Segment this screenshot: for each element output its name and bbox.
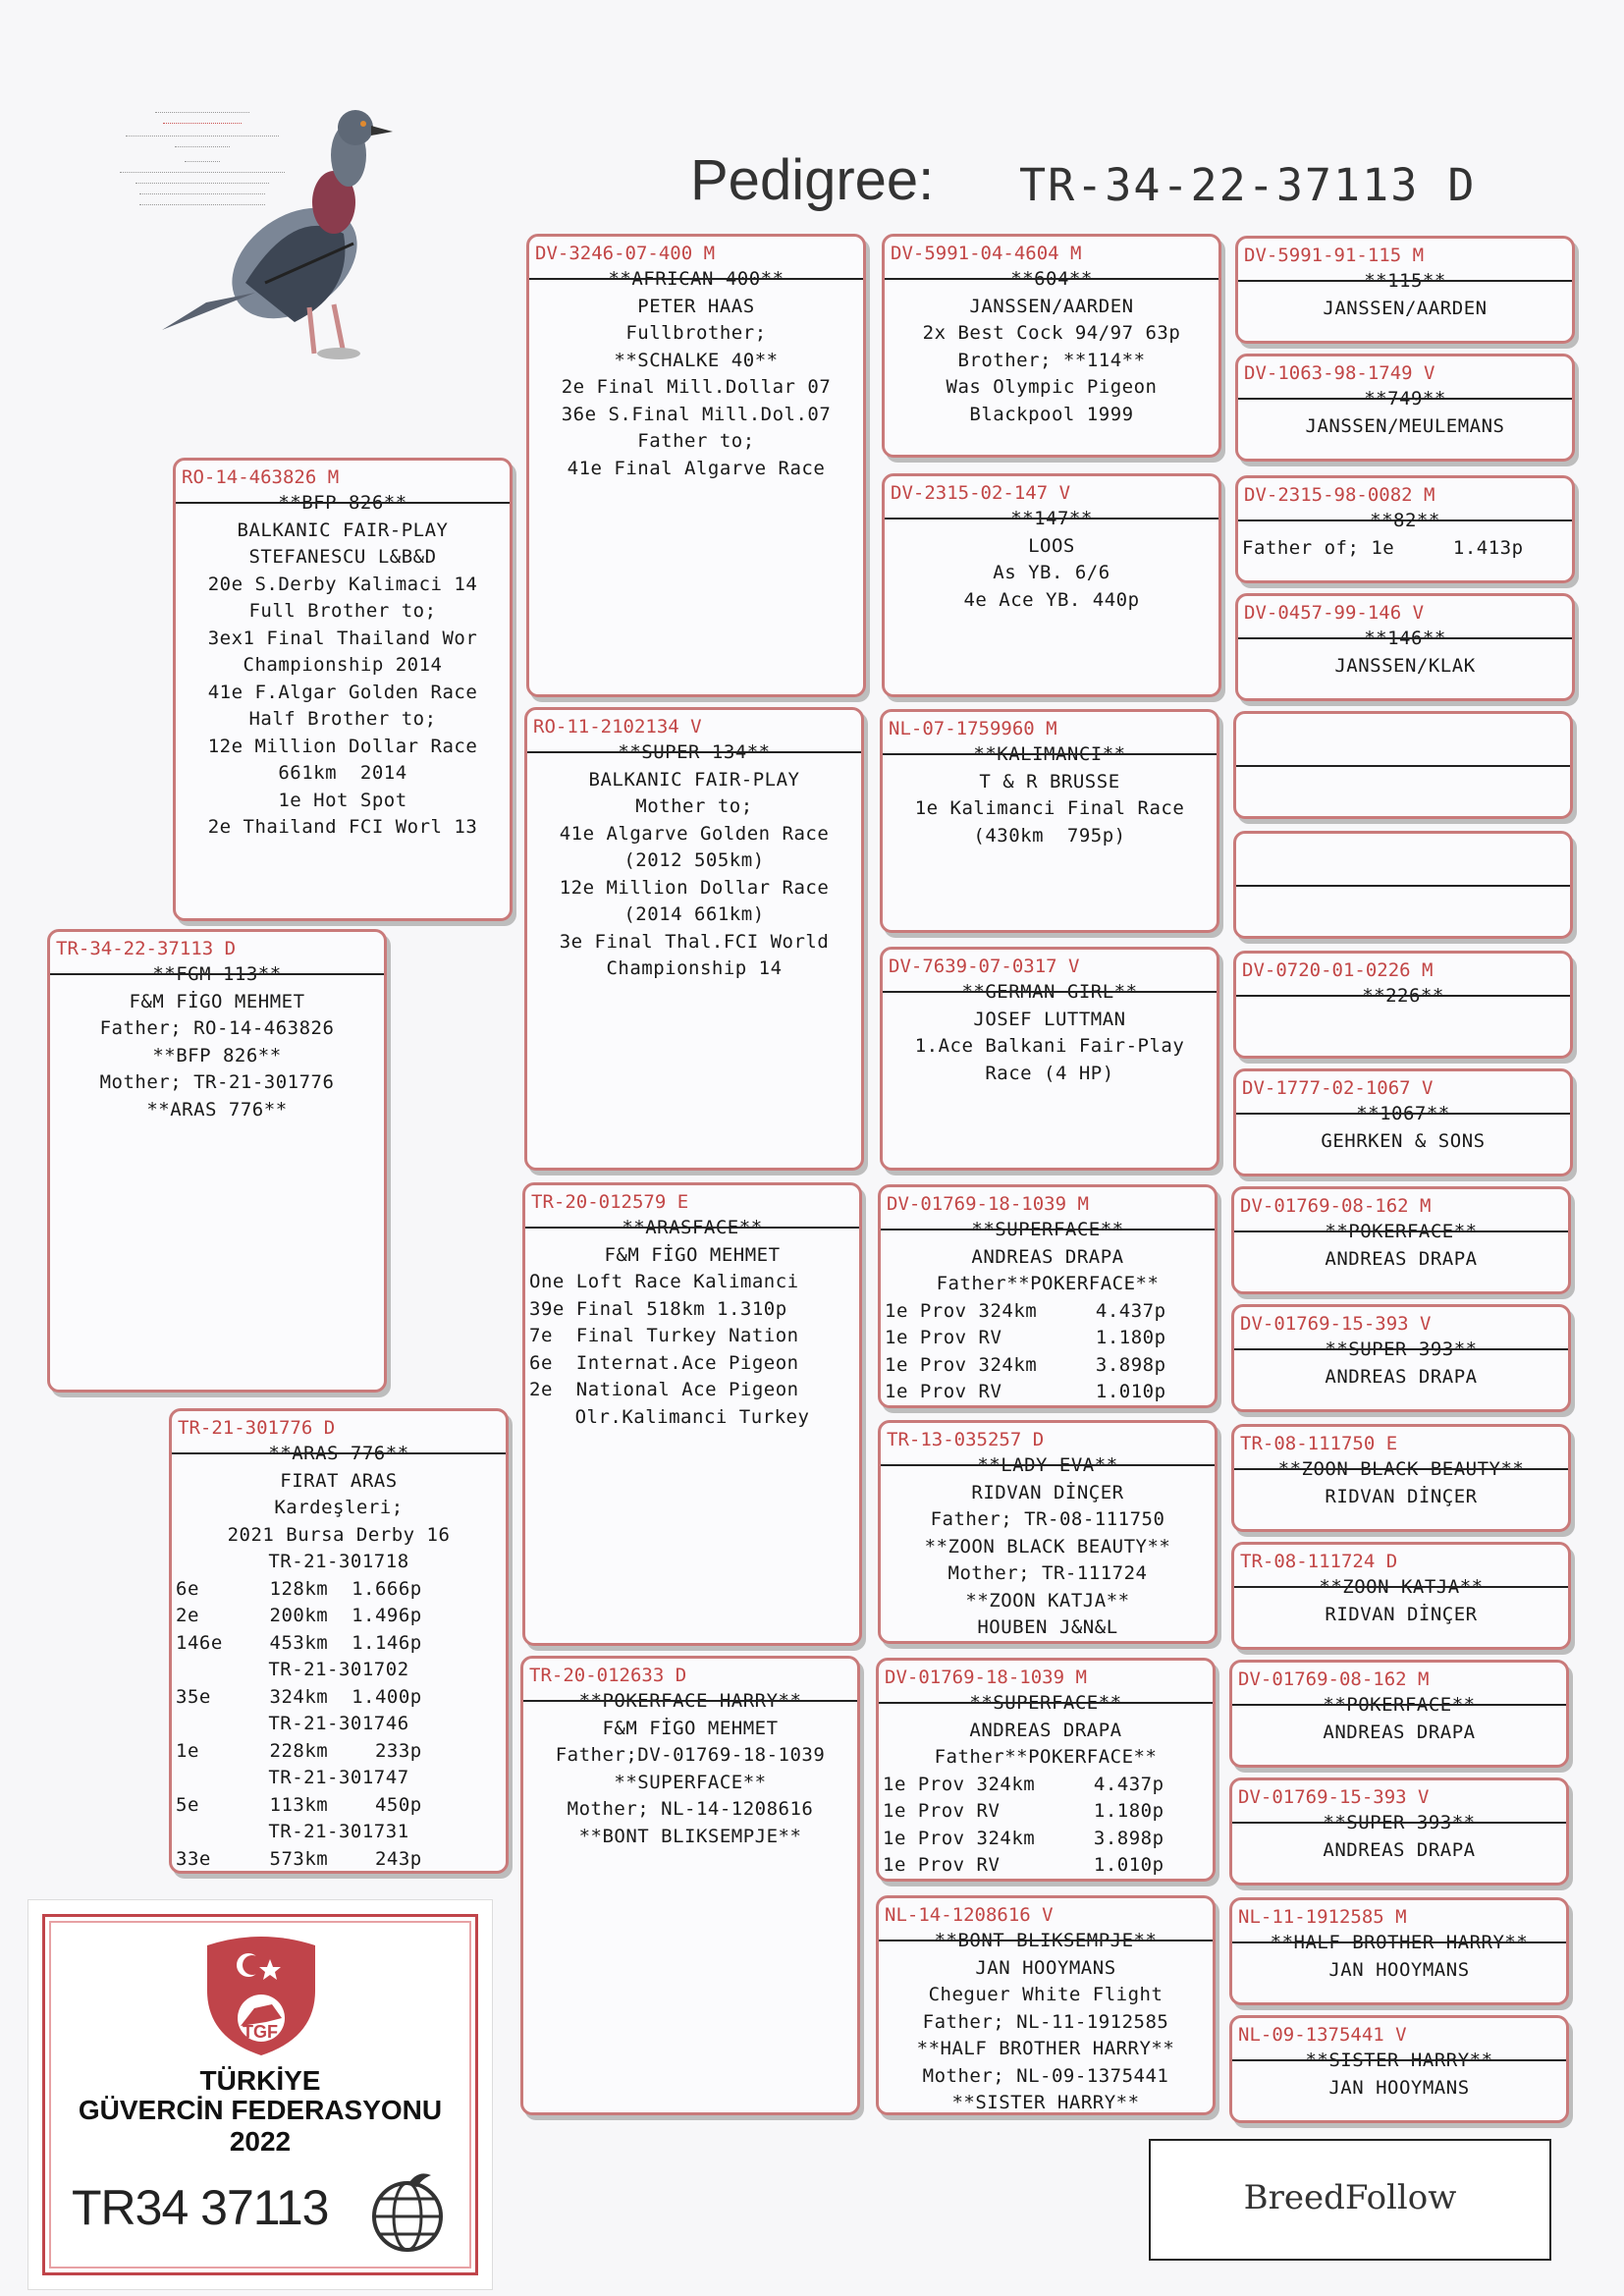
pigeon-card-g4-11 [1231, 1424, 1571, 1532]
info-line: BALKANIC FAIR-PLAY [237, 519, 449, 541]
info-line: Championship 14 [606, 957, 783, 979]
ring-number: DV-2315-02-147 V [891, 482, 1071, 504]
info-line: 35e 324km 1.400p [176, 1685, 422, 1708]
info-line: 3e Final Thal.FCI World [559, 930, 830, 953]
pigeon-name: **HALF BROTHER HARRY** [1270, 1932, 1529, 1953]
info-line: HOUBEN J&N&L [977, 1616, 1118, 1638]
info-line: 20e S.Derby Kalimaci 14 [207, 573, 478, 595]
info-line: Full Brother to; [248, 600, 437, 622]
pigeon-card-sire-dam [524, 707, 864, 1171]
info-line: F&M FİGO MEHMET [129, 990, 305, 1012]
info-line: STEFANESCU L&B&D [248, 546, 437, 568]
info-line: 1e Prov RV 1.180p [885, 1327, 1166, 1348]
info-line: Father; RO-14-463826 [99, 1017, 335, 1039]
pigeon-name: **FGM 113** [152, 963, 282, 985]
info-line: TR-21-301747 [268, 1767, 409, 1788]
info-line: Father; TR-08-111750 [930, 1508, 1165, 1530]
info-line: RIDVAN DİNÇER [1325, 1485, 1478, 1507]
info-line: Father; NL-11-1912585 [922, 2010, 1169, 2033]
ring-number: NL-11-1912585 M [1238, 1906, 1407, 1928]
ring-number: NL-09-1375441 V [1238, 2024, 1407, 2046]
ring-number: TR-20-012579 E [531, 1191, 689, 1213]
info-line: **ZOON BLACK BEAUTY** [924, 1535, 1171, 1558]
info-line: Mother to; [635, 795, 753, 817]
info-line: 1e Prov 324km 4.437p [883, 1773, 1164, 1795]
ring-number: TR-34-22-37113 D [56, 938, 237, 959]
info-line: 1e Kalimanci Final Race [914, 797, 1185, 819]
ring-number: RO-11-2102134 V [533, 716, 702, 738]
pigeon-name: **KALIMANCI** [973, 743, 1126, 765]
ring-number: DV-01769-18-1039 M [887, 1193, 1089, 1215]
info-line: PETER HAAS [637, 295, 755, 317]
info-line: Championship 2014 [243, 654, 443, 676]
federation-name-line1: TÜRKİYE [199, 2065, 321, 2096]
info-line: TR-21-301746 [268, 1713, 409, 1734]
info-line: Fullbrother; [625, 322, 767, 344]
info-line: **ARAS 776** [146, 1098, 288, 1121]
pigeon-card-sds [880, 709, 1219, 933]
info-line: 6e 128km 1.666p [176, 1577, 422, 1600]
pigeon-card-sire [173, 458, 513, 921]
info-line: ANDREAS DRAPA [1325, 1247, 1478, 1270]
info-line: Was Olympic Pigeon [946, 376, 1158, 398]
ring-number: DV-7639-07-0317 V [889, 956, 1080, 977]
ring-number: DV-01769-18-1039 M [885, 1667, 1087, 1688]
info-line: Mother; NL-09-1375441 [922, 2064, 1169, 2087]
pigeon-name: **749** [1364, 388, 1446, 410]
info-line: RIDVAN DİNÇER [1325, 1603, 1478, 1625]
ring-number: DV-01769-15-393 V [1238, 1786, 1430, 1808]
info-line: Mother; NL-14-1208616 [567, 1798, 814, 1820]
pigeon-card-dss [878, 1184, 1218, 1408]
pigeon-card-g4-6-empty [1233, 831, 1573, 939]
ring-number: TR-08-111724 D [1240, 1551, 1398, 1572]
info-line: ANDREAS DRAPA [1323, 1721, 1476, 1743]
pigeon-card-g4-1 [1235, 236, 1575, 344]
info-line: JANSSEN/MEULEMANS [1305, 414, 1505, 437]
pigeon-name: **146** [1364, 628, 1446, 649]
info-line: 2e Final Mill.Dollar 07 [561, 376, 832, 398]
ring-number: TR-13-035257 D [887, 1429, 1045, 1450]
pigeon-card-g4-3 [1235, 475, 1575, 583]
federation-year: 2022 [229, 2126, 292, 2157]
federation-ring-number: TR34 37113 [72, 2180, 329, 2235]
ring-number: NL-14-1208616 V [885, 1904, 1054, 1926]
pigeon-card-g4-13 [1229, 1660, 1569, 1768]
info-line: Father**POKERFACE** [936, 1273, 1160, 1294]
info-line: (2014 661km) [623, 903, 765, 925]
pigeon-name: **ARASFACE** [622, 1217, 763, 1238]
pigeon-name: **SUPER 393** [1323, 1812, 1476, 1833]
pedigree-ring-number: TR-34-22-37113 D [1019, 159, 1477, 211]
ring-number: NL-07-1759960 M [889, 718, 1057, 739]
info-line: JOSEF LUTTMAN [973, 1008, 1126, 1030]
info-line: ANDREAS DRAPA [1325, 1365, 1478, 1388]
pigeon-name: **ARAS 776** [268, 1443, 409, 1464]
info-line: T & R BRUSSE [979, 770, 1120, 793]
federation-name-line2: GÜVERCİN FEDERASYONU [78, 2095, 443, 2125]
ring-number: DV-3246-07-400 M [535, 243, 716, 264]
federation-logo-text: TGF [243, 2022, 278, 2042]
pigeon-name: **1067** [1356, 1103, 1450, 1124]
info-line: Race (4 HP) [985, 1062, 1114, 1084]
info-line: 2e 200km 1.496p [176, 1605, 422, 1626]
ring-number: DV-5991-04-4604 M [891, 243, 1082, 264]
info-line: Father;DV-01769-18-1039 [555, 1744, 826, 1766]
pigeon-name: **LADY EVA** [977, 1454, 1118, 1476]
info-line: Mother; TR-21-301776 [99, 1071, 335, 1093]
pigeon-card-dam [169, 1408, 509, 1874]
info-line: **SISTER HARRY** [951, 2092, 1140, 2113]
globe-pigeon-icon [358, 2158, 457, 2256]
ring-number: DV-01769-15-393 V [1240, 1313, 1432, 1335]
pigeon-name: **BONT BLIKSEMPJE** [934, 1930, 1158, 1951]
pigeon-card-ssd [882, 473, 1221, 697]
pedigree-title: Pedigree: [690, 148, 935, 212]
ring-number: DV-1063-98-1749 V [1244, 362, 1435, 384]
ring-number: TR-20-012633 D [529, 1665, 687, 1686]
breedfollow-logo [1149, 2139, 1551, 2261]
pigeon-card-g4-9 [1231, 1186, 1571, 1294]
info-line: 1e Prov 324km 3.898p [883, 1827, 1164, 1849]
info-line: Father to; [637, 430, 755, 452]
ring-number: DV-01769-08-162 M [1240, 1195, 1432, 1217]
info-line: 12e Million Dollar Race [559, 876, 830, 899]
pigeon-name: **GERMAN GIRL** [961, 981, 1138, 1003]
ring-number: DV-5991-91-115 M [1244, 245, 1425, 266]
info-line: 6e Internat.Ace Pigeon [529, 1351, 799, 1374]
breedfollow-text: BreedFollow [1243, 2178, 1457, 2217]
pigeon-name: **SUPER 393** [1325, 1339, 1478, 1360]
pigeon-card-g4-7 [1233, 951, 1573, 1059]
info-line: Olr.Kalimanci Turkey [574, 1405, 810, 1428]
info-line: 1e Prov RV 1.180p [883, 1800, 1164, 1822]
pigeon-name: **AFRICAN 400** [608, 268, 785, 290]
info-line: ANDREAS DRAPA [971, 1245, 1124, 1268]
info-line: 1.Ace Balkani Fair-Play [914, 1035, 1185, 1057]
pigeon-card-sdd [880, 947, 1219, 1171]
ring-number: DV-0720-01-0226 M [1242, 959, 1434, 981]
info-line: 1e Prov RV 1.010p [883, 1854, 1164, 1876]
pigeon-card-g4-2 [1235, 354, 1575, 462]
info-line: **HALF BROTHER HARRY** [916, 2038, 1175, 2059]
info-line: JAN HOOYMANS [1328, 2076, 1470, 2099]
info-line: Father**POKERFACE** [934, 1746, 1158, 1768]
info-line: ANDREAS DRAPA [969, 1719, 1122, 1741]
pigeon-name: **POKERFACE** [1323, 1694, 1476, 1716]
pigeon-card-g4-5-empty [1233, 711, 1573, 819]
info-line: **ZOON KATJA** [965, 1589, 1130, 1612]
pigeon-name: **SUPERFACE** [971, 1219, 1124, 1240]
info-line: **SCHALKE 40** [614, 349, 779, 371]
info-line: Cheguer White Flight [928, 1984, 1164, 2005]
info-line: 39e Final 518km 1.310p [529, 1297, 787, 1320]
info-line: 5e 113km 450p [176, 1793, 422, 1816]
info-line: (2012 505km) [623, 849, 765, 871]
info-line: 36e S.Final Mill.Dol.07 [561, 403, 832, 425]
info-line: **BONT BLIKSEMPJE** [578, 1825, 802, 1847]
info-line: 33e 573km 243p [176, 1847, 422, 1870]
ring-number: TR-08-111750 E [1240, 1433, 1398, 1454]
info-line: JANSSEN/AARDEN [969, 295, 1134, 317]
ring-number: DV-1777-02-1067 V [1242, 1077, 1434, 1099]
info-line: JANSSEN/AARDEN [1323, 297, 1488, 319]
pigeon-name: **SUPER 134** [618, 741, 771, 763]
info-line: 41e F.Algar Golden Race [207, 681, 478, 703]
pigeon-name: **SISTER HARRY** [1305, 2050, 1493, 2071]
pigeon-card-subject [47, 929, 387, 1393]
info-line: Half Brother to; [248, 708, 437, 730]
info-line: TR-21-301718 [268, 1551, 409, 1572]
pigeon-card-g4-16 [1229, 2015, 1569, 2123]
info-line: 1e Prov 324km 3.898p [885, 1353, 1166, 1376]
pigeon-name: **82** [1370, 510, 1440, 531]
info-line: 661km 2014 [278, 762, 407, 784]
federation-stamp [27, 1899, 493, 2290]
pigeon-card-g4-14 [1229, 1777, 1569, 1886]
info-line: GEHRKEN & SONS [1321, 1129, 1486, 1152]
info-line: Blackpool 1999 [969, 403, 1134, 425]
info-line: 3ex1 Final Thailand Wor [207, 627, 478, 649]
info-line: BALKANIC FAIR-PLAY [588, 768, 800, 791]
info-line: FIRAT ARAS [280, 1469, 398, 1492]
pigeon-photo [147, 96, 403, 371]
info-line: 1e 228km 233p [176, 1739, 422, 1762]
pigeon-card-ddd [876, 1895, 1216, 2115]
pigeon-name: **147** [1010, 508, 1093, 529]
pigeon-name: **ZOON BLACK BEAUTY** [1277, 1458, 1525, 1480]
pigeon-card-dam-sire [522, 1182, 862, 1646]
info-line: ANDREAS DRAPA [1323, 1838, 1476, 1861]
pigeon-card-g4-12 [1231, 1542, 1571, 1650]
pigeon-name: **ZOON KATJA** [1319, 1576, 1484, 1598]
info-line: **BFP 826** [152, 1044, 282, 1066]
info-line: TR-21-301702 [268, 1659, 409, 1680]
info-line: One Loft Race Kalimanci [529, 1271, 799, 1292]
info-line: 1e Hot Spot [278, 789, 407, 811]
ring-number: TR-21-301776 D [178, 1417, 336, 1439]
info-line: 1e Prov 324km 4.437p [885, 1299, 1166, 1322]
pigeon-card-sss [882, 234, 1221, 458]
info-line: 7e Final Turkey Nation [529, 1325, 799, 1346]
pigeon-name: **226** [1362, 985, 1444, 1007]
pigeon-card-g4-4 [1235, 593, 1575, 701]
info-line: 146e 453km 1.146p [176, 1631, 422, 1654]
info-line: 2021 Bursa Derby 16 [227, 1523, 451, 1546]
info-line: Father of; 1e 1.413p [1242, 536, 1524, 559]
pigeon-name: **BFP 826** [278, 492, 407, 514]
info-line: Kardeşleri; [274, 1497, 404, 1518]
info-line: 4e Ace YB. 440p [963, 588, 1140, 611]
ring-number: DV-2315-98-0082 M [1244, 484, 1435, 506]
pigeon-card-g4-15 [1229, 1897, 1569, 2005]
pigeon-card-dds [876, 1658, 1216, 1882]
pigeon-card-sire-sire [526, 234, 866, 697]
info-line: JAN HOOYMANS [975, 1956, 1116, 1979]
info-line: 12e Million Dollar Race [207, 735, 478, 757]
info-line: Mother; TR-111724 [947, 1562, 1148, 1584]
pigeon-card-g4-10 [1231, 1304, 1571, 1412]
info-line: 1e Prov RV 1.010p [885, 1381, 1166, 1402]
info-line: RIDVAN DİNÇER [971, 1481, 1124, 1503]
ring-number: DV-01769-08-162 M [1238, 1668, 1430, 1690]
info-line: Brother; **114** [957, 349, 1146, 371]
pigeon-name: **115** [1364, 270, 1446, 292]
pigeon-card-dam-dam [520, 1656, 860, 2115]
info-line: 41e Algarve Golden Race [559, 822, 830, 845]
ring-number: DV-0457-99-146 V [1244, 602, 1425, 624]
pigeon-card-dsd [878, 1420, 1218, 1644]
info-line: F&M FİGO MEHMET [602, 1717, 779, 1739]
pigeon-name: **POKERFACE** [1325, 1221, 1478, 1242]
info-line: JAN HOOYMANS [1328, 1958, 1470, 1981]
info-line: F&M FİGO MEHMET [604, 1243, 781, 1266]
info-line: JANSSEN/KLAK [1334, 654, 1476, 677]
info-line: LOOS [1028, 534, 1075, 557]
pigeon-card-g4-8 [1233, 1068, 1573, 1176]
info-line: 41e Final Algarve Race [567, 457, 826, 479]
pigeon-name: **POKERFACE HARRY** [578, 1690, 802, 1712]
pigeon-name: **SUPERFACE** [969, 1692, 1122, 1714]
pigeon-name: **604** [1010, 268, 1093, 290]
info-line: **SUPERFACE** [614, 1771, 767, 1793]
info-line: (430km 795p) [973, 824, 1126, 847]
info-line: As YB. 6/6 [993, 562, 1110, 583]
info-line: 2e National Ace Pigeon [529, 1379, 799, 1400]
info-line: 2x Best Cock 94/97 63p [922, 322, 1181, 344]
info-line: TR-21-301731 [268, 1821, 409, 1842]
info-line: 2e Thailand FCI Worl 13 [207, 816, 478, 838]
ring-number: RO-14-463826 M [182, 466, 340, 488]
